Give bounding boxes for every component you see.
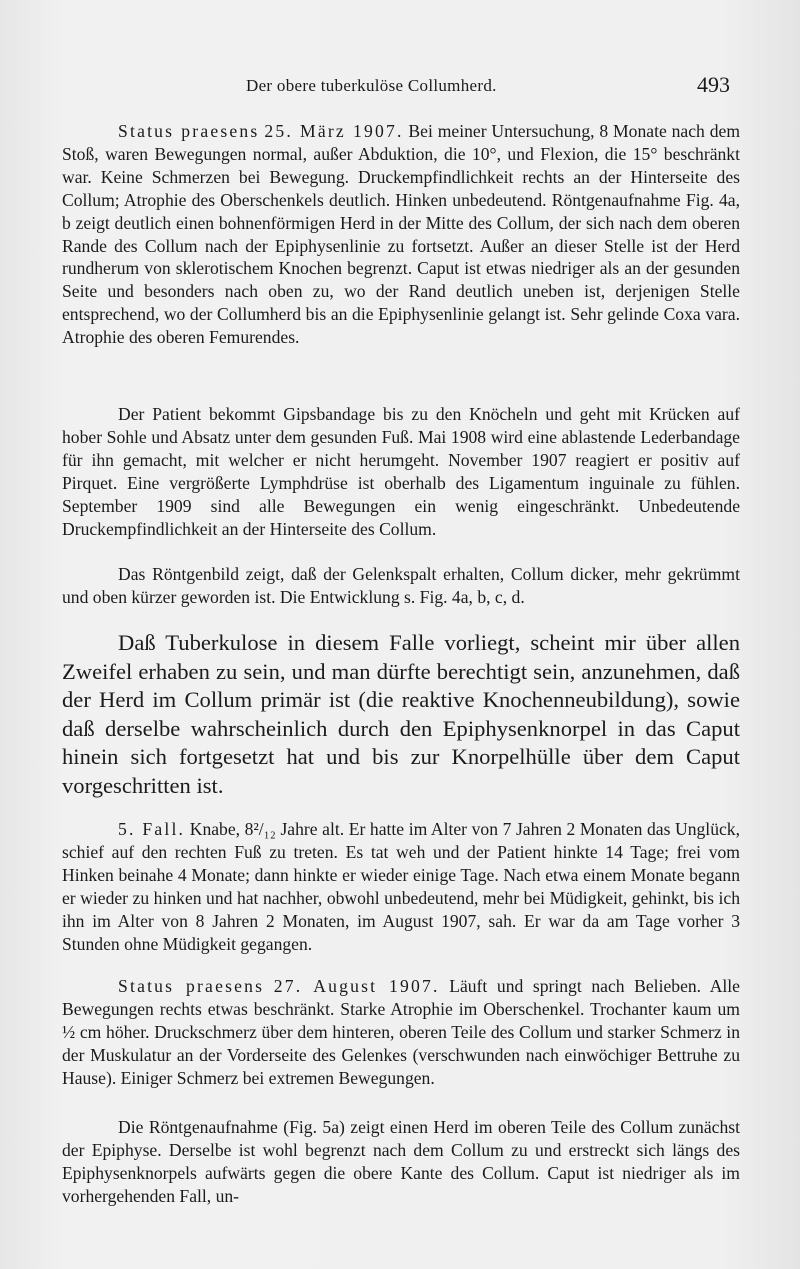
status-date: 25. März 1907. [264,121,404,141]
paragraph-status-praesens-1 [62,120,740,349]
paragraph-roentgen-2: Die Röntgenaufnahme (Fig. 5a) zeigt einen Herd im oberen Teile des Collum zunächst der Epiphyse. Derselbe ist wohl begrenzt nach dem Collum zu und erstreckt sich längs des Epiphysenknorpels aufwärts gegen die obere Kante des Collum. Caput ist niedriger als im vorhergehenden Fall, un- [62,1117,740,1206]
paragraph-conclusion: Daß Tuberkulose in diesem Falle vorliegt, scheint mir über allen Zweifel erhaben zu sein, und man dürfte berechtigt sein, anzunehmen, daß der Herd im Collum primär ist (die reaktive Knochenneubildung), sowie daß derselbe wahrscheinlich durch den Epiphysenknorpel in das Caput hinein sich fortgesetzt hat und bis zur Knorpelhülle über dem Caput vorgeschritten ist. [62,630,740,798]
paragraph-roentgen-1: Das Röntgenbild zeigt, daß der Gelenkspalt erhalten, Collum dicker, mehr gekrümmt und oben kürzer geworden ist. Die Entwicklung s. Fig. 4a, b, c, d. [62,564,740,607]
paragraph-treatment: Der Patient bekommt Gipsbandage bis zu den Knöcheln und geht mit Krücken auf hober Sohle und Absatz unter dem gesunden Fuß. Mai 1908 wird eine ablastende Lederbandage für ihn gemacht, mit welcher er nicht herumgeht. November 1907 reagiert er positiv auf Pirquet. Eine vergrößerte Lymphdrüse ist oberhalb des Ligamentum inguinale zu fühlen. September 1909 sind alle Bewegungen ein wenig eingeschränkt. Unbedeutende Druckempfindlichkeit an der Hinterseite des Collum. [62,404,740,539]
paragraph-text: Bei meiner Untersuchung, 8 Monate nach dem Stoß, waren Bewegungen normal, außer Abduktion, die 10°, und Flexion, die 15° beschränkt war. Keine Schmerzen bei Bewegung. Druckempfindlichkeit rechts an der Hinterseite des Collum; Atrophie des Oberschenkels deutlich. Hinken unbedeutend. Röntgenaufnahme Fig. 4a, b zeigt deutlich einen bohnenförmigen Herd in der Mitte des Collum, der sich nach dem oberen Rande des Collum nach der Epiphysenlinie zu fortsetzt. Außer an dieser Stelle ist der Herd rundherum von sklerotischem Knochen begrenzt. Caput ist etwas niedriger als an der gesunden Seite und besonders nach oben zu, wo der Rand deutlich uneben ist, derjenigen Stelle entsprechend, wo der Collumherd bis an die Epiphysenlinie gelangt ist. Sehr gelinde Coxa vara. Atrophie des oberen Femurendes. [62,121,741,348]
paragraph-text: Knabe, 8²/₁₂ Jahre alt. Er hatte im Alter von 7 Jahren 2 Monaten das Unglück, schief auf den rechten Fuß zu treten. Es tat weh und der Patient hinkte 14 Tage; frei vom Hinken beinahe 4 Monate; dann hinkte er wieder einige Tage. Nach etwa einem Monate begann er wieder zu hinken und hat nachher, obwohl unbedeutend, mehr bei Müdigkeit, gehinkt, bis ich ihn im Alter von 8 Jahren 2 Monaten, im August 1907, sah. Er war da am Tage vorher 3 Stunden ohne Müdigkeit gegangen. [62,819,740,954]
status-date: 27. August 1907. [273,976,440,996]
case-label: 5. Fall. [118,819,186,839]
status-praesens-label: Status praesens [118,121,260,141]
page-header [0,72,800,102]
running-title: Der obere tuberkulöse Collumherd. [246,76,497,95]
paragraph-case-5 [62,818,740,955]
paragraph-status-praesens-2 [62,975,740,1090]
status-praesens-label: Status praesens [118,976,265,996]
page-number: 493 [697,72,730,97]
paragraph-text: Läuft und springt nach Belieben. Alle Bewegungen rechts etwas beschränkt. Starke Atrophie im Oberschenkel. Trochanter kaum um ½ cm höher. Druckschmerz über dem hinteren, oberen Teile des Collum und starker Schmerz in der Muskulatur an der Vorderseite des Gelenkes (verschwunden nach einwöchiger Bettruhe zu Hause). Einiger Schmerz bei extremen Bewegungen. [62,976,740,1088]
